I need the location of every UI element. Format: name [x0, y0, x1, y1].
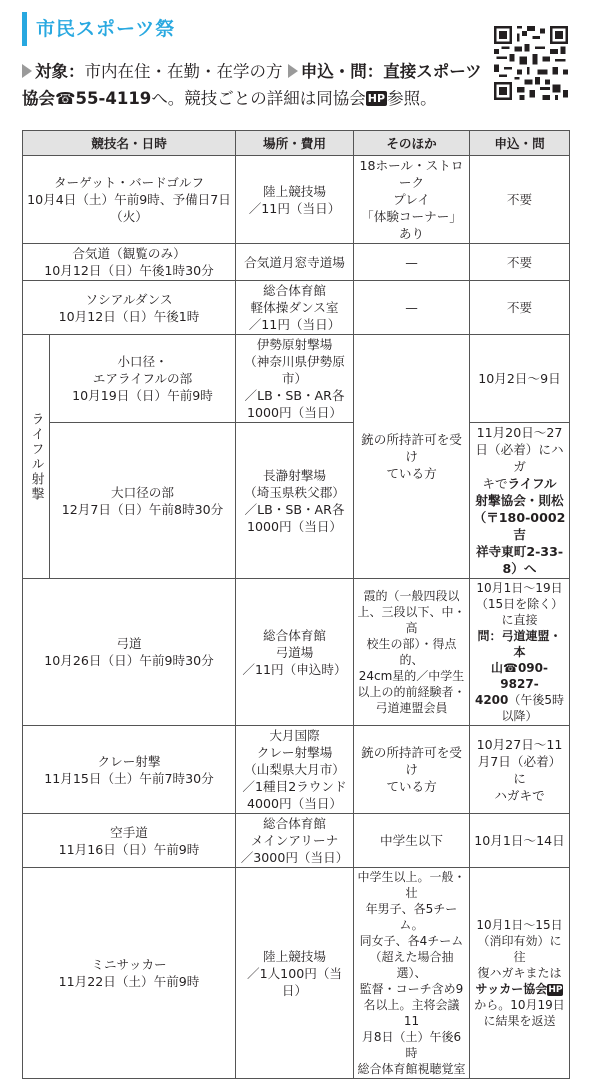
- cell-text: 不要: [506, 254, 533, 270]
- other-cell: [354, 726, 470, 814]
- other-cell: [354, 579, 470, 726]
- table-row: [23, 726, 570, 814]
- cell-text: 長瀞射撃場: [263, 467, 326, 483]
- cell-text: 銃の所持許可を受け: [361, 432, 462, 464]
- apply-cell: [470, 156, 570, 244]
- event-cell: [23, 156, 236, 244]
- cell-text: 祥寺東町2-33-: [475, 544, 564, 559]
- apply-cell: [470, 244, 570, 281]
- cell-text: ハガキで: [494, 787, 545, 803]
- cell-text: ソシアルダンス: [85, 291, 173, 307]
- cell-text: 小口径・: [117, 354, 168, 369]
- cell-text: 問：: [477, 629, 502, 643]
- event-cell: [23, 244, 236, 281]
- hp-badge: HP: [367, 92, 386, 105]
- cell-text: ている方: [386, 466, 437, 481]
- cell-text: に結果を返送: [483, 1014, 556, 1028]
- cell-text: 月8日（土）午後6時: [361, 1030, 462, 1060]
- cell-text: 10月1日～15日: [476, 918, 563, 932]
- table-row: [23, 156, 570, 244]
- cell-text: 11月20日～27: [476, 425, 563, 440]
- cell-text: 10月1日～14日: [474, 833, 565, 848]
- cell-text: （15日を除く）に直接: [475, 597, 564, 627]
- cell-text: 以上の的前経験者・: [357, 685, 466, 699]
- cell-text: 年男子、各5チーム。: [365, 902, 458, 932]
- cell-text: （山梨県大月市）: [244, 762, 345, 777]
- cell-text: 総合体育館: [263, 816, 326, 831]
- cell-text: 4200: [474, 693, 509, 707]
- cell-text: 総合体育館視聴覚室: [357, 1062, 466, 1076]
- apply-cell: [470, 579, 570, 726]
- events-table: [22, 130, 570, 1079]
- cell-text: —: [405, 300, 418, 315]
- column-header: 競技名・日時: [23, 131, 236, 156]
- cell-text: クレー射撃場: [256, 745, 333, 760]
- cell-text: 月7日（必着）に: [477, 753, 562, 786]
- cell-text: 銃の所持許可を受け: [361, 745, 462, 777]
- cell-text: 軽体操ダンス室: [250, 300, 339, 315]
- cell-text: ／11円（当日）: [248, 317, 341, 332]
- other-cell: [354, 281, 470, 335]
- cell-text: 復ハガキまたは: [477, 966, 562, 980]
- group-label: ライフル射撃: [28, 411, 44, 502]
- cell-text: 弓道場: [275, 644, 314, 660]
- apply-text-end: 参照。: [387, 89, 437, 108]
- other-cell: [354, 814, 470, 868]
- cell-text: 11月16日（日）午前9時: [58, 841, 200, 857]
- group-cell: [23, 335, 50, 579]
- place-cell: [236, 579, 354, 726]
- other-cell: [354, 244, 470, 281]
- cell-text: 1000円（当日）: [246, 405, 343, 420]
- cell-text: 中学生以上。一般・壮: [357, 870, 466, 900]
- cell-text: ／11円（当日）: [248, 200, 341, 216]
- event-cell: [50, 335, 236, 423]
- place-cell: [236, 156, 354, 244]
- event-cell: [50, 423, 236, 579]
- cell-text: ／LB・SB・AR各: [244, 388, 345, 403]
- cell-text: 中学生以下: [380, 833, 443, 848]
- event-cell: [23, 868, 236, 1079]
- cell-text: 山☎090-9827-: [491, 661, 548, 691]
- cell-text: （超えた場合抽選）、: [369, 950, 454, 980]
- apply-cell: [470, 281, 570, 335]
- cell-text: （埼玉県秩父郡）: [244, 484, 345, 500]
- cell-text: 18ホール・ストローク: [359, 158, 464, 190]
- cell-text: 弓道連盟会員: [375, 701, 448, 715]
- cell-text: ミニサッカー: [91, 957, 167, 972]
- cell-text: 10月1日～19日: [476, 581, 563, 595]
- cell-text: クレー射撃: [97, 753, 161, 769]
- cell-text: ている方: [386, 779, 437, 794]
- cell-text: 10月12日（日）午後1時: [58, 308, 200, 324]
- place-cell: [236, 868, 354, 1079]
- cell-text: から。10月19日: [474, 998, 565, 1012]
- cell-text: 霞的（一般四段以: [363, 589, 460, 603]
- place-cell: [236, 335, 354, 423]
- place-cell: [236, 814, 354, 868]
- cell-text: 大口径の部: [111, 484, 174, 500]
- cell-text: 24cm星的／中学生: [358, 669, 465, 683]
- apply-cell: [470, 335, 570, 423]
- cell-text: メインアリーナ: [250, 833, 339, 848]
- cell-text: 10月27日～11: [476, 736, 563, 752]
- cell-text: ／LB・SB・AR各: [244, 501, 345, 517]
- table-row: [23, 868, 570, 1079]
- event-cell: [23, 579, 236, 726]
- cell-text: 4000円（当日）: [246, 796, 343, 811]
- cell-text: 名以上。主将会議11: [363, 998, 460, 1028]
- triangle-bullet-icon: [288, 64, 298, 78]
- target-text: 市内在住・在勤・在学の方: [84, 62, 283, 81]
- table-header-row: [23, 131, 570, 156]
- cell-text: 上、三段以下、中・高: [357, 605, 466, 635]
- qr-code-icon: [494, 26, 568, 100]
- place-cell: [236, 726, 354, 814]
- cell-text: 10月4日（土）午前9時、予備日7日（火）: [27, 192, 231, 224]
- cell-text: 総合体育館: [263, 627, 326, 643]
- other-cell: [354, 156, 470, 244]
- cell-text: 陸上競技場: [263, 948, 326, 964]
- cell-text: 陸上競技場: [263, 183, 326, 199]
- cell-text: 12月7日（日）午前8時30分: [61, 501, 224, 517]
- apply-contact: 直接スポーツ協会☎55-4119: [22, 62, 482, 108]
- apply-label: 申込・問：: [300, 62, 384, 81]
- cell-text: 「体験コーナー」あり: [361, 209, 462, 241]
- cell-text: ライフル: [507, 476, 557, 491]
- cell-text: ／1人100円（当日）: [246, 965, 343, 998]
- column-header: そのほか: [354, 131, 470, 156]
- cell-text: ターゲット・バードゴルフ: [53, 175, 205, 190]
- cell-text: ／3000円（当日）: [240, 850, 349, 865]
- table-row: [23, 814, 570, 868]
- cell-text: 合気道月窓寺道場: [244, 254, 345, 270]
- cell-text: ／1種目2ラウンド: [242, 779, 347, 794]
- cell-text: 校生の部）・得点的、: [366, 637, 457, 667]
- event-cell: [23, 281, 236, 335]
- cell-text: 合気道（観覧のみ）: [72, 246, 186, 261]
- title-accent-bar: [22, 12, 27, 46]
- apply-cell: [470, 423, 570, 579]
- column-header: 申込・問: [470, 131, 570, 156]
- event-cell: [23, 814, 236, 868]
- cell-text: 10月2日～9日: [478, 371, 561, 386]
- other-cell: [354, 868, 470, 1079]
- cell-text: 弓道連盟・本: [501, 629, 562, 659]
- cell-text: 以降）: [501, 709, 538, 723]
- cell-text: ／11円（申込時）: [242, 661, 347, 677]
- triangle-bullet-icon: [22, 64, 32, 78]
- page-title: 市民スポーツ祭: [36, 18, 176, 40]
- cell-text: エアライフルの部: [92, 371, 193, 386]
- apply-text: へ。競技ごとの詳細は同協会: [151, 89, 366, 108]
- place-cell: [236, 244, 354, 281]
- cell-text: （神奈川県伊勢原市）: [244, 354, 345, 386]
- table-row: [23, 579, 570, 726]
- apply-cell: [470, 868, 570, 1079]
- cell-text: 不要: [506, 300, 533, 315]
- cell-text: 監督・コーチ含め9: [359, 982, 464, 996]
- cell-text: 11月15日（土）午前7時30分: [44, 770, 214, 786]
- cell-text: 10月19日（日）午前9時: [72, 388, 213, 403]
- cell-text: 11月22日（土）午前9時: [58, 974, 200, 989]
- apply-cell: [470, 814, 570, 868]
- table-row: [23, 335, 570, 423]
- cell-text: （午後5時: [508, 693, 565, 707]
- event-cell: [23, 726, 236, 814]
- cell-text: 1000円（当日）: [246, 518, 343, 534]
- other-cell: [354, 335, 470, 579]
- cell-text: 8）へ: [502, 561, 537, 576]
- cell-text: 同女子、各4チーム: [359, 934, 464, 948]
- cell-text: 空手道: [110, 824, 148, 840]
- cell-text: サッカー協会: [475, 982, 548, 996]
- place-cell: [236, 281, 354, 335]
- place-cell: [236, 423, 354, 579]
- table-row: [23, 244, 570, 281]
- cell-text: 総合体育館: [263, 283, 326, 298]
- column-header: 場所・費用: [236, 131, 354, 156]
- cell-text: プレイ: [393, 192, 430, 207]
- table-row: [23, 281, 570, 335]
- cell-text: 不要: [506, 192, 533, 207]
- intro-text: [22, 58, 487, 112]
- table-row: [23, 423, 570, 579]
- cell-text: 10月26日（日）午前9時30分: [44, 653, 214, 668]
- cell-text: 弓道: [116, 636, 142, 651]
- cell-text: 伊勢原射撃場: [256, 337, 333, 352]
- cell-text: 10月12日（日）午後1時30分: [44, 263, 214, 278]
- target-label: 対象：: [35, 62, 85, 81]
- cell-text: 射撃協会・則松: [475, 493, 564, 508]
- apply-cell: [470, 726, 570, 814]
- cell-text: 大月国際: [269, 728, 320, 743]
- cell-text: （〒180-0002吉: [473, 510, 566, 542]
- cell-text: 日（必着）にハガ: [475, 442, 564, 474]
- cell-text: （消印有効）に往: [477, 934, 562, 964]
- cell-text: キで: [482, 476, 508, 491]
- hp-badge: HP: [548, 985, 563, 995]
- cell-text: —: [405, 254, 418, 270]
